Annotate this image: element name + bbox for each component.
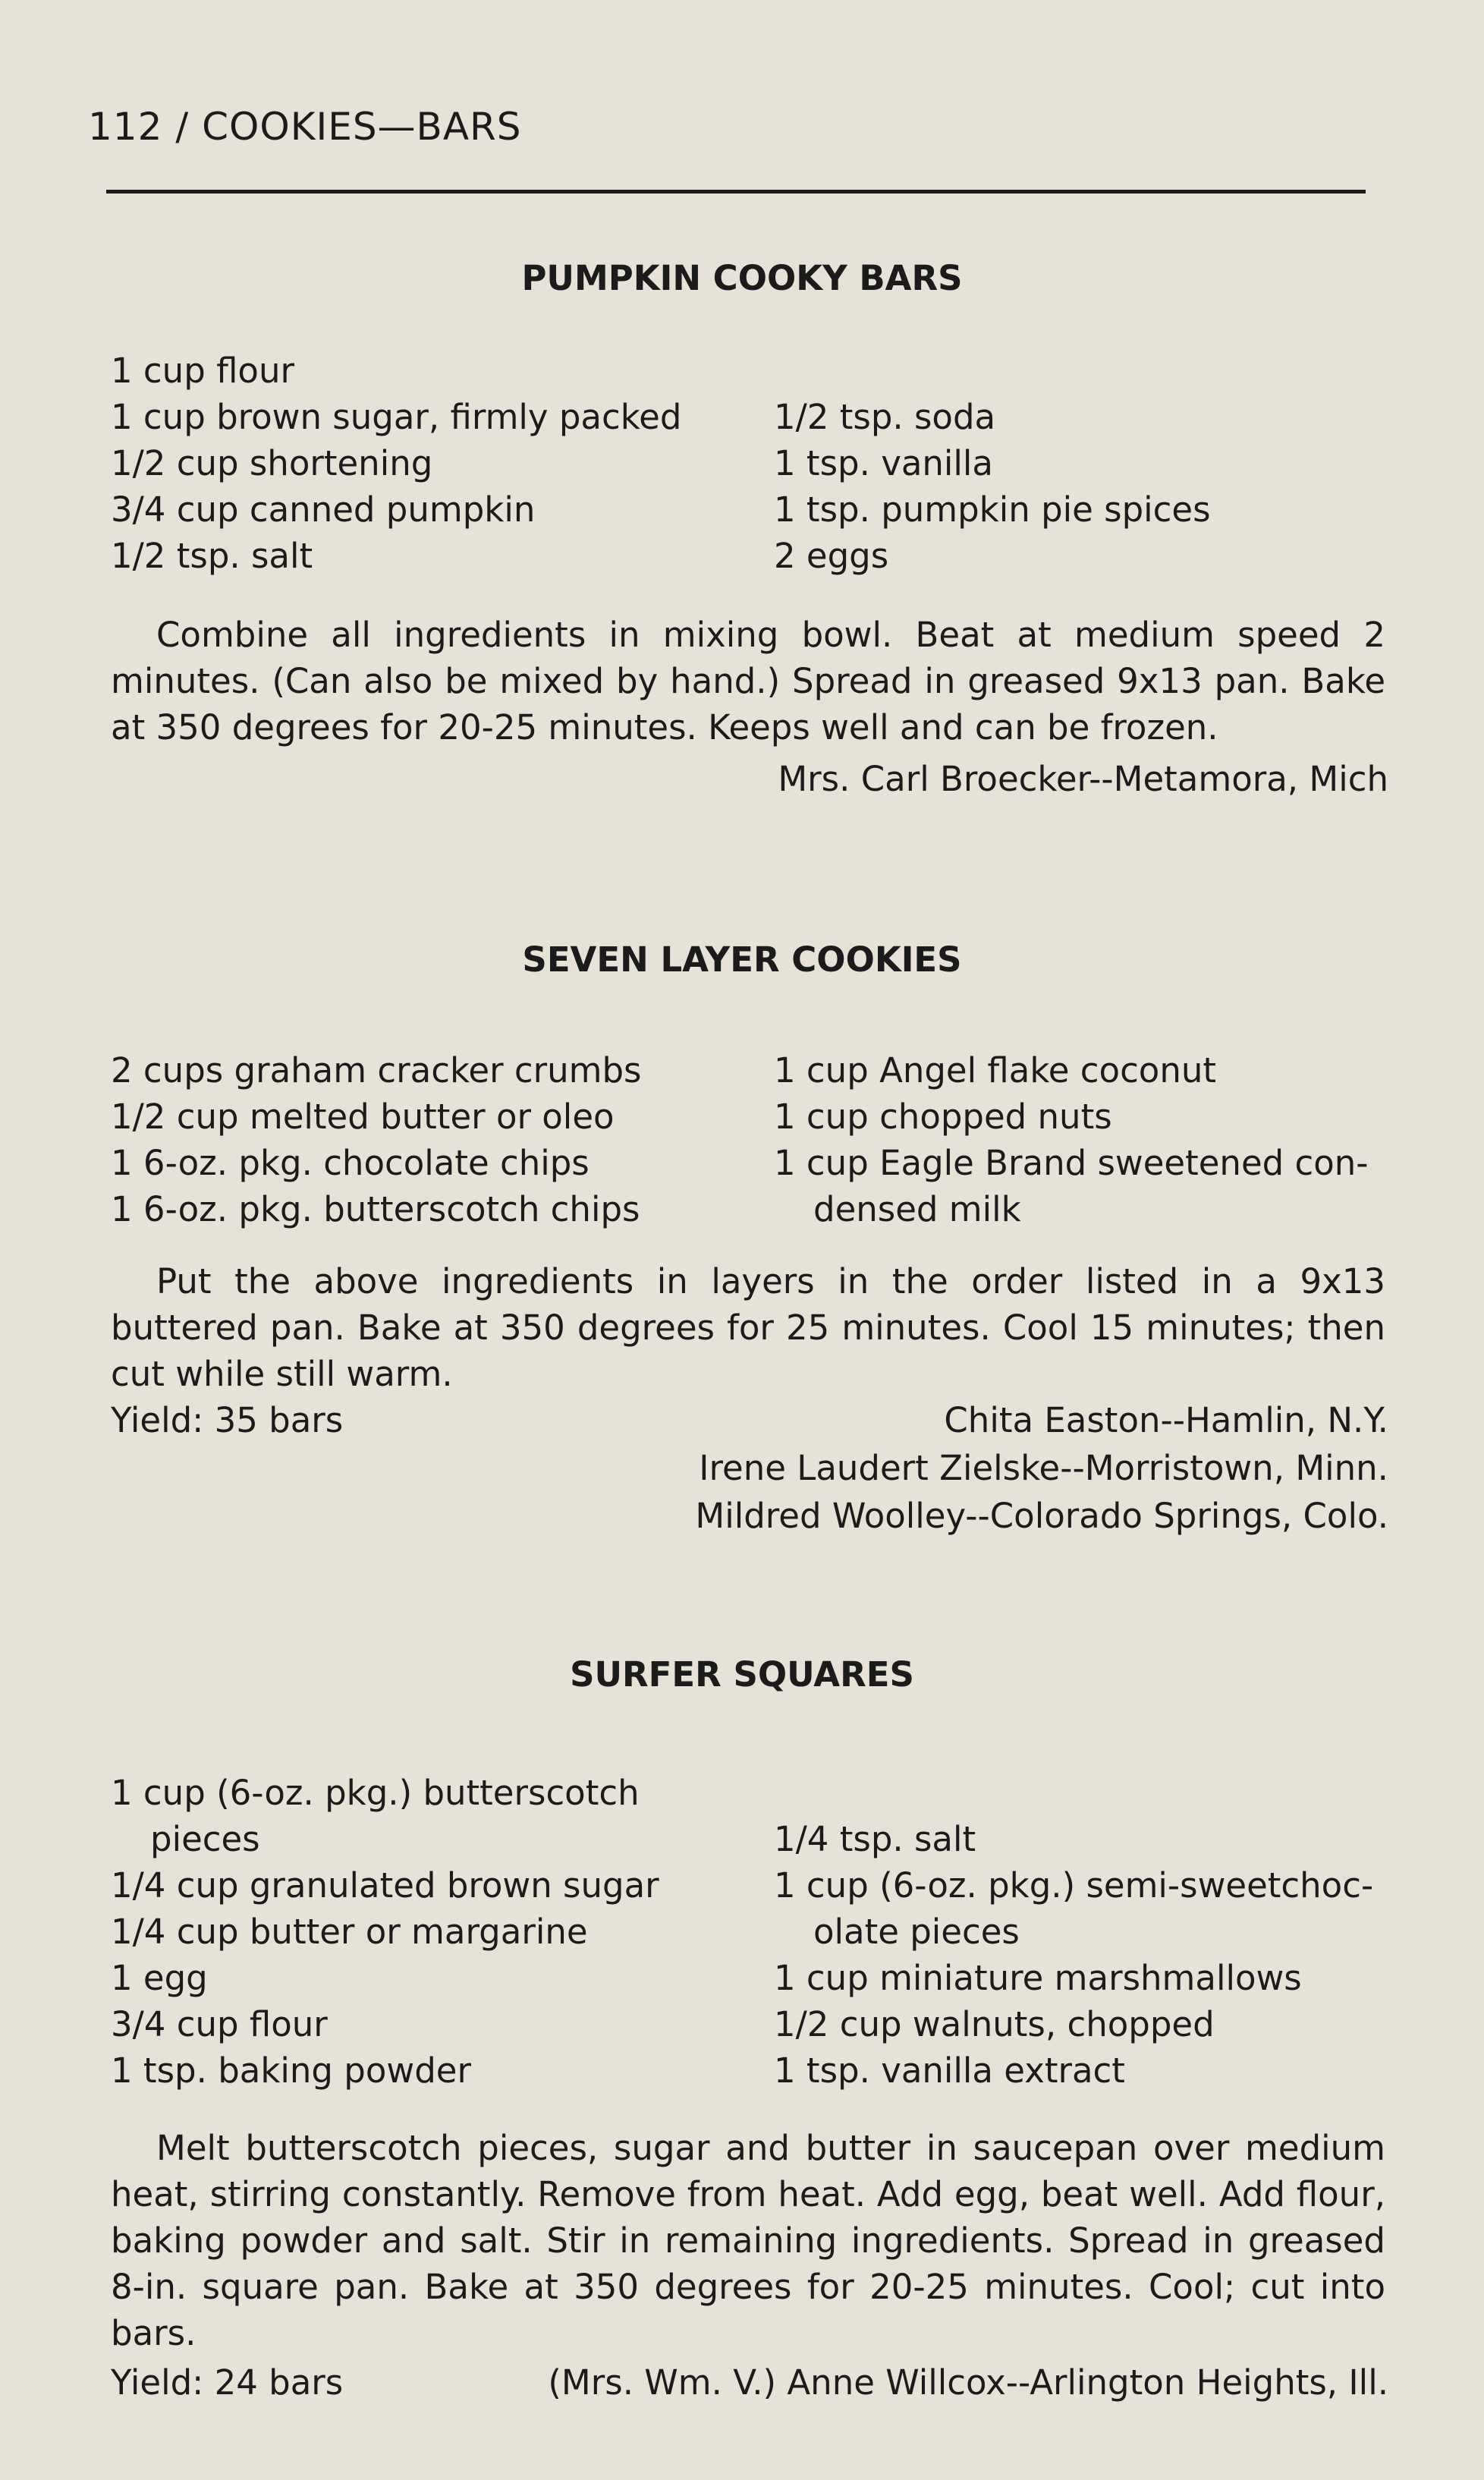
ingredient: 1 cup flour — [111, 351, 294, 391]
ingredients-right-seven-layer — [774, 1047, 1369, 1232]
ingredients-right-surfer — [774, 1816, 1373, 2094]
ingredients-right-pumpkin — [774, 394, 1211, 579]
directions-text: Put the above ingredients in layers in the order listed in a 9x13 buttered pan. Bake at 350 degrees for 25 minutes. Cool 15 minutes; then cut while still warm. — [111, 1261, 1385, 1394]
header-rule — [106, 190, 1366, 194]
contributor: Mrs. Carl Broecker--Metamora, Mich — [778, 759, 1388, 799]
ingredient: 1/4 cup granulated brown sugar — [111, 1865, 659, 1906]
directions-seven-layer — [111, 1258, 1385, 1397]
ingredient: pieces — [150, 1819, 260, 1859]
ingredient: 1 cup Eagle Brand sweetened con- — [774, 1143, 1369, 1183]
ingredients-left-seven-layer — [111, 1047, 642, 1232]
ingredient: 1 6-oz. pkg. butterscotch chips — [111, 1189, 640, 1229]
recipe-title-seven-layer-cookies: SEVEN LAYER COOKIES — [522, 939, 962, 980]
ingredient: 1 cup (6-oz. pkg.) butterscotch — [111, 1773, 640, 1813]
ingredient: 1 tsp. vanilla extract — [774, 2050, 1125, 2091]
ingredients-left-pumpkin — [111, 348, 681, 579]
ingredient: 1/2 cup walnuts, chopped — [774, 2004, 1215, 2044]
ingredient: densed milk — [813, 1189, 1021, 1229]
ingredients-left-surfer — [111, 1770, 659, 2094]
directions-text: Melt butterscotch pieces, sugar and butter in saucepan over medium heat, stirring constantly. Remove from heat. Add egg, beat well. Add flour, baking powder and salt. Stir in remaining ingredients. Spread in greased 8-in. square pan. Bake at 350 degrees for 20-25 minutes. Cool; cut into bars. — [111, 2128, 1385, 2353]
ingredient: 1/2 cup melted butter or oleo — [111, 1097, 615, 1137]
ingredient: 1/4 cup butter or margarine — [111, 1912, 588, 1952]
ingredient: 1 tsp. vanilla — [774, 443, 994, 483]
page-header: 112 / COOKIES—BARS — [88, 105, 522, 149]
ingredient: 2 cups graham cracker crumbs — [111, 1050, 642, 1091]
yield: Yield: 24 bars — [111, 2362, 344, 2403]
recipe-title-surfer-squares: SURFER SQUARES — [570, 1654, 914, 1695]
contributor: Chita Easton--Hamlin, N.Y. — [944, 1400, 1388, 1440]
contributor: Irene Laudert Zielske--Morristown, Minn. — [699, 1448, 1388, 1488]
ingredient: 1/4 tsp. salt — [774, 1819, 976, 1859]
ingredient: 2 eggs — [774, 536, 889, 576]
ingredient: 1 cup Angel flake coconut — [774, 1050, 1217, 1091]
ingredient: 1 cup chopped nuts — [774, 1097, 1112, 1137]
ingredient: olate pieces — [813, 1912, 1020, 1952]
ingredient: 1 6-oz. pkg. chocolate chips — [111, 1143, 590, 1183]
ingredient: 3/4 cup flour — [111, 2004, 328, 2044]
ingredient: 1 tsp. baking powder — [111, 2050, 471, 2091]
yield: Yield: 35 bars — [111, 1400, 344, 1440]
contributor: (Mrs. Wm. V.) Anne Willcox--Arlington Heights, Ill. — [548, 2362, 1388, 2403]
ingredient: 1 cup miniature marshmallows — [774, 1958, 1302, 1998]
contributor: Mildred Woolley--Colorado Springs, Colo. — [695, 1496, 1388, 1536]
ingredient: 1 tsp. pumpkin pie spices — [774, 489, 1211, 530]
ingredient: 1 egg — [111, 1958, 208, 1998]
directions-surfer — [111, 2125, 1385, 2356]
ingredient: 1/2 cup shortening — [111, 443, 433, 483]
ingredient: 1/2 tsp. soda — [774, 397, 996, 437]
ingredient: 1 cup brown sugar, firmly packed — [111, 397, 682, 437]
directions-pumpkin — [111, 612, 1385, 751]
ingredient: 1 cup (6-oz. pkg.) semi-sweetchoc- — [774, 1865, 1374, 1906]
recipe-title-pumpkin-cooky-bars: PUMPKIN COOKY BARS — [521, 258, 963, 298]
ingredient: 3/4 cup canned pumpkin — [111, 489, 536, 530]
ingredient: 1/2 tsp. salt — [111, 536, 313, 576]
directions-text: Combine all ingredients in mixing bowl. Beat at medium speed 2 minutes. (Can also be mixed by hand.) Spread in greased 9x13 pan. Bake at 350 degrees for 20-25 minutes. Keeps well and can be frozen. — [111, 615, 1385, 747]
